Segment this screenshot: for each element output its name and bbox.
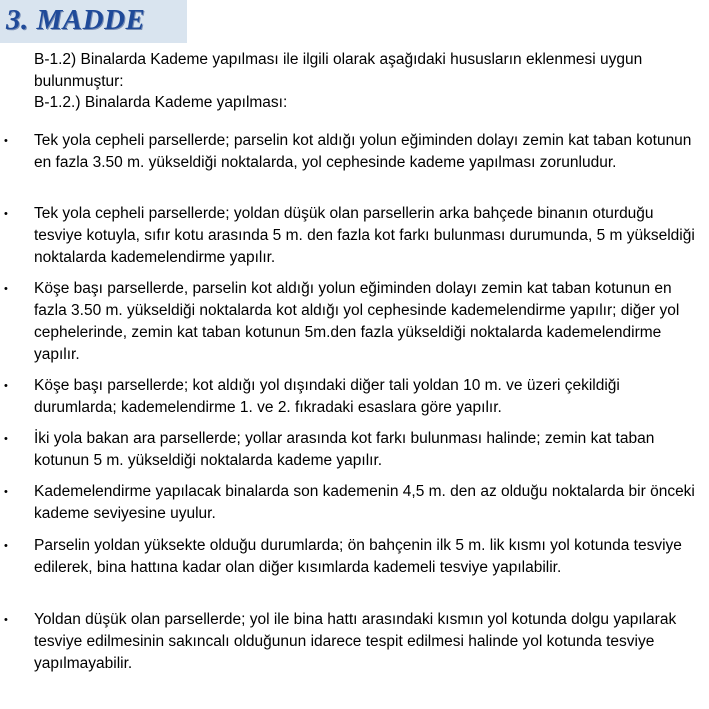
list-item-text: Köşe başı parsellerde; kot aldığı yol dışındaki diğer tali yoldan 10 m. ve üzeri çekildiği durumlarda; kademelendirme 1. ve 2. fıkradaki esaslara göre yapılır. bbox=[34, 377, 620, 416]
bullet-icon: • bbox=[4, 208, 8, 220]
list-item-text: Yoldan düşük olan parsellerde; yol ile bina hattı arasındaki kısmın yol kotunda dolgu yapılarak tesviye edilmesinin sakıncalı olduğunun idarece tespit edilmesi halinde yol kotunda tesviye yapılmayabilir. bbox=[34, 611, 677, 672]
bullet-icon: • bbox=[4, 433, 8, 445]
bullet-icon: • bbox=[4, 540, 8, 552]
list-item-text: İki yola bakan ara parsellerde; yollar arasında kot farkı bulunması halinde; zemin kat taban kotunun 5 m. yükseldiği noktalarda kademe yapılır. bbox=[34, 430, 655, 469]
section-title: 3. MADDE bbox=[6, 4, 146, 36]
section-title-box bbox=[0, 0, 187, 43]
list-item-text: Köşe başı parsellerde, parselin kot aldığı yolun eğiminden dolayı zemin kat taban kotunun en fazla 3.50 m. yükseldiği noktalarda kot aldığı yol cephesinde kademelendirme yapılır; diğer yol cephelerinde, zemin kat taban kotunun 5m.den fazla yükseldiği noktalarda kademelendirme yapılır. bbox=[34, 280, 680, 363]
bullet-icon: • bbox=[4, 614, 8, 626]
intro-block bbox=[34, 49, 694, 114]
bullet-icon: • bbox=[4, 283, 8, 295]
bullet-icon: • bbox=[4, 380, 8, 392]
bullet-icon: • bbox=[4, 486, 8, 498]
list-item-text: Parselin yoldan yüksekte olduğu durumlarda; ön bahçenin ilk 5 m. lik kısmı yol kotunda tesviye edilerek, bina hattına kadar olan diğer kısımlarda kademeli tesviye yapılabilir. bbox=[34, 537, 682, 576]
bullet-icon: • bbox=[4, 135, 8, 147]
list-item-text: Tek yola cepheli parsellerde; parselin kot aldığı yolun eğiminden dolayı zemin kat taban kotunun en fazla 3.50 m. yükseldiği noktalarda, yol cephesinde kademe yapılması zorunludur. bbox=[34, 132, 692, 171]
intro-line-2: B-1.2.) Binalarda Kademe yapılması: bbox=[34, 94, 288, 111]
list-item-text: Kademelendirme yapılacak binalarda son kademenin 4,5 m. den az olduğu noktalarda bir önceki kademe seviyesine uyulur. bbox=[34, 483, 695, 522]
list-item-text: Tek yola cepheli parsellerde; yoldan düşük olan parsellerin arka bahçede binanın oturduğu tesviye kotuyla, sıfır kotu arasında 5 m. den fazla kot farkı bulunması durumunda, 5 m yükseldiği noktalarda kademelendirme yapılır. bbox=[34, 205, 695, 266]
intro-line-1: B-1.2) Binalarda Kademe yapılması ile ilgili olarak aşağıdaki hususların eklenmesi uygun bulunmuştur: bbox=[34, 51, 643, 90]
